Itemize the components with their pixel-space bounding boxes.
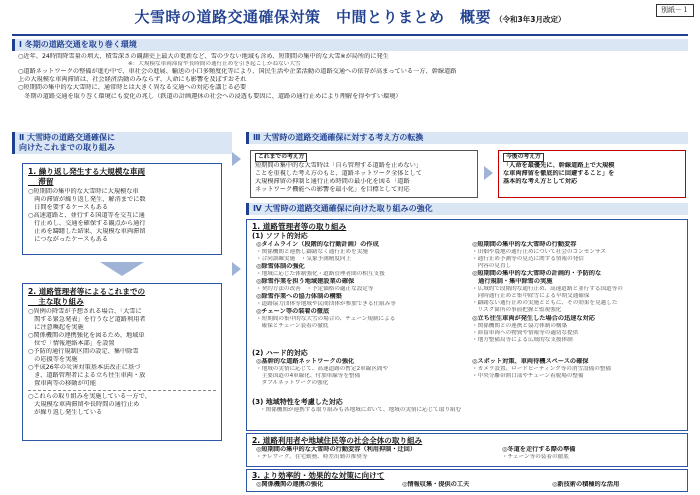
down-arrow-icon [100,262,144,276]
section-1 [12,39,688,101]
box-1-title-1: 1. 繰り返し発生する大規模な車両 [28,167,146,176]
measure-sub: 内容の見直し [472,262,512,269]
box-1-line: につながったケースもある [28,236,109,244]
hard-measures-left [256,358,466,387]
measure-sub: ・短期間の集中的な大雪の場合の、チェーン規制による [256,316,396,323]
new-approach-line: 基本的な考え方として対応 [503,178,578,186]
annex-label: 別紙－１ [656,4,694,17]
box-2-line: 置車両等の移動が可能 [28,379,97,387]
new-approach-box [498,150,686,198]
section-1-line-1: ○近年、24時間降雪量の増大、積雪深さの観測史上最大の更新など、雪の少ない地域も含め、短期間の集中的な大雪※が局所的に発生 [18,53,389,61]
section-2-heading-line-2: 向けたこれまでの取り組み [19,143,115,153]
box-1-line: 両の滞留が繰り返し発生、解消までに数 [28,196,146,204]
box-2-title-1: 2. 道路管理者等によるこれまでの [28,287,146,296]
soft-measures-title: (1) ソフト的対応 [252,231,308,240]
right-arrow-icon [232,152,241,166]
box-2-line: ○予防的通行規制区間の設定、集中除雪 [28,348,139,356]
measures-1-box [246,219,688,431]
measure-sub: ダブルネットワークの強化 [256,379,329,386]
old-approach-line: 短期間の集中的な大雪時は「自ら管理する道路を止めない」 [255,162,423,170]
measure-item: ◎除雪体制の強化 [256,262,305,270]
box-2-line: 関する緊急発表」を行うなど道路利用者 [28,316,146,324]
soft-measures-right [472,241,684,344]
section-3 [246,132,688,144]
title-rule [12,34,688,36]
old-approach-line: ことを重視した考え方のもと、道路ネットワーク全体として [255,170,423,178]
box-1-line: ○高速道路と、並行する国道等を交互に通 [28,212,145,220]
box-2-line: ○これらの取り組みを実施している一方で、 [28,392,151,400]
measure-sub: ・契約方法の改善 ・予定価格の適正な設定等 [256,285,374,292]
measure-sub: ・通行止め予測等の見込に関する情報の発信 [472,255,584,262]
measure-sub: ・チェーン等の装着の徹底 [502,453,569,460]
measures-2-left [256,446,496,461]
measure-item: ◎冬道を走行する際の準備 [502,445,576,453]
transition-arrow-icon [484,166,493,180]
measure-sub: リスク箇所の事前把握と監視強化 [472,307,562,314]
new-approach-line: 「人命を最優先に、幹線道路上で大規模 [503,162,615,170]
section-2-box-1 [22,163,222,255]
box-2-line: 位で「情報連絡本部」を設置 [28,340,115,348]
section-4 [246,203,688,215]
section-4-heading: Ⅳ 大雪時の道路交通確保に向けた取り組みの強化 [246,203,688,215]
section-1-note: ※：大規模な車両滞留や長時間の通行止めを引き起こしかねない大雪 [128,61,301,68]
box-2-divider [28,390,216,391]
box-2-line: に注意喚起を実施 [28,324,84,332]
measure-sub: ・関係機関との連携と協力体制の構築 [472,322,568,329]
measure-item: ◎チェーン等の装着の徹底 [256,308,330,316]
section-2-heading-line-1: Ⅱ 大雪時の道路交通確保に [19,133,116,142]
box-2-line: 大規模な車両滞留や長時間の通行止め [28,400,140,408]
box-2-line: が繰り返し発生している [28,408,103,416]
new-approach-label: 今後の考え方 [503,153,544,162]
measure-item: ◎タイムライン（段階的な行動計画）の作成 [256,240,379,248]
measure-sub: ・地域に応じた体制強化・道路管理者間の相互支援 [256,270,385,277]
old-approach-label: これまでの考え方 [255,153,307,162]
measure-sub: 主要国道の4車線化、付加車線等を整備 [256,372,361,379]
measure-sub: ・滞留車両への物資や情報等の適切な提供 [472,329,579,336]
measures-3-box [246,469,688,492]
measure-item: ◎除雪作業を担う地域建設業の確保 [256,278,355,286]
measure-item: 通行規制・集中除雪の実施 [472,278,553,286]
measure-sub: ・関係機関と連携し躊躇なく通行止めを実施 [256,248,368,255]
measure-sub: ・中央分離帯開口部やチェーン着脱場の整備 [472,372,584,379]
box-1-line: 止めを躊躇した結果、大規模な車両滞留 [28,228,146,236]
measures-2-box [246,433,688,467]
measure-item: ◎短期間の集中的な大雪時の行動変容（利用抑制・迂回） [256,445,417,453]
section-2-box-2 [22,283,222,441]
measure-sub: ・広域的で段階的な通行止め、高速道路と並行する国道等の [472,285,623,292]
measure-item: ◎立ち往生車両が発生した場合の迅速な対応 [472,314,595,322]
box-2-line: の応援等を実施 [28,356,78,364]
revision-date: （令和3年3月改定） [495,15,566,24]
measure-item: ◎情報収集・提供の工夫 [402,480,470,488]
box-2-title-2: 主な取り組み [28,296,84,306]
section-1-line-2: ○道路ネットワークの整備が進む中で、車社会の進展、輸送の小口多頻度化等により、国民生活や企業活動の道路交通への依存が高まっている一方、幹線道路 [18,68,457,76]
box-1-line: 行止めし、交通を確保する観点から通行 [28,220,146,228]
section-1-line-2b: 上の大規模な車両滞留は、社会経済活動のみならず、人命にも影響を及ぼすおそれ [18,76,247,84]
measure-item: ◎スポット対策、車両待機スペースの確保 [472,357,589,365]
section-3-heading: Ⅲ 大雪時の道路交通確保に対する考え方の転換 [246,132,688,144]
measure-sub: 同時通行止めと集中除雪による早期交通確保 [472,293,590,300]
measure-sub: ・カメラ設置、ロードヒーティング等の消雪設備の整備 [472,365,612,372]
soft-measures-left [256,241,466,331]
measure-sub: ・地方整備局等による広域的な支援体制 [472,336,573,343]
measure-item: ◎短期間の集中的な大雪時の行動変容 [472,240,577,248]
section-1-line-3: ○短期間の集中的な大雪時に、通常時とは大きく異なる交通への対応を講じる必要 [18,84,247,92]
box-1-line: 日間を要するケースもある [28,204,109,212]
old-approach-line: 大規模滞留の抑制と通行止め時間の最小化を図る「道路 [255,178,410,186]
measure-sub: ・地域の実情に応じて、高速道路の暫定2車線区間や [256,365,389,372]
measure-sub: ・躊躇ない通行止めの実施とともに、その効果を見越した [472,300,618,307]
measure-sub: ・合同訓練実施 ・気象予測精度向上 [256,255,352,262]
measure-sub: 確保とチェーン装着の徹底 [256,323,329,330]
box-2-line: ○関係機関の連携強化を図るため、地域単 [28,332,145,340]
old-approach-box [250,150,478,198]
measure-item: ◎基幹的な道路ネットワークの強化 [256,357,355,365]
measure-sub: ・テレワーク、在宅勤務、時差出勤の推奨等 [256,453,368,460]
hard-measures-right [472,358,684,380]
measure-sub: ・田畑や農地の通行止めについて社会のコンセンサス [472,248,606,255]
new-approach-line: な車両滞留を徹底的に回避すること」を [503,170,615,178]
section-2-heading [12,132,232,154]
regional-measures-sub: ・関係機関が連携する取り組みも各地域において、地域の実情に応じて取り組む [260,406,462,413]
section-1-line-4: 冬期の道路交通を取り巻く環境にも変化の兆し（鉄道の計画運休の社会への浸透も要因に、道路の通行止めにより理解を得やすい環境） [18,93,402,101]
hard-measures-title: (2) ハード的対応 [252,348,308,357]
box-1-line: ○短期間の集中的な大雪時に大規模な車 [28,188,139,196]
measure-item: ◎除雪作業への協力体制の構築 [256,293,342,301]
box-1-title-2: 滞留 [28,176,54,186]
section-2 [12,132,232,154]
measures-2-title: 2. 道路利用者や地域住民等の社会全体の取り組み [252,436,423,445]
box-2-line: ○平成26年の災害対策基本法改正に基づ [28,364,141,371]
regional-measures-title: (3) 地域特性を考慮した対応 [252,397,343,406]
measures-2-right [502,446,682,461]
measure-sub: ・道路協力団体等地域や民間団体が参加できる仕組み等 [256,301,396,308]
right-arrow-icon [232,262,241,276]
section-1-heading: Ⅰ 冬期の道路交通を取り巻く環境 [12,39,688,51]
box-2-line: き、道路管理者による立ち往生車両・放 [28,371,146,379]
box-2-line: ○異例の降雪が予想される場合、「大雪に [28,308,142,316]
measure-item: ◎関係機関の連携の強化 [256,480,324,488]
measures-1-title: 1. 道路管理者等の取り組み [252,222,347,231]
old-approach-line: ネットワーク機能への影響を最小化」を目標として対応 [255,186,410,194]
measure-item: ◎短期間の集中的な大雪時の計画的・予防的な [472,270,602,278]
measures-3-title: 3. より効率的・効果的な対策に向けて [252,471,385,480]
page-title [0,8,700,27]
title-text: 大雪時の道路交通確保対策 中間とりまとめ 概要 [134,8,492,26]
measure-item: ◎新技術の積極的な活用 [552,480,620,488]
